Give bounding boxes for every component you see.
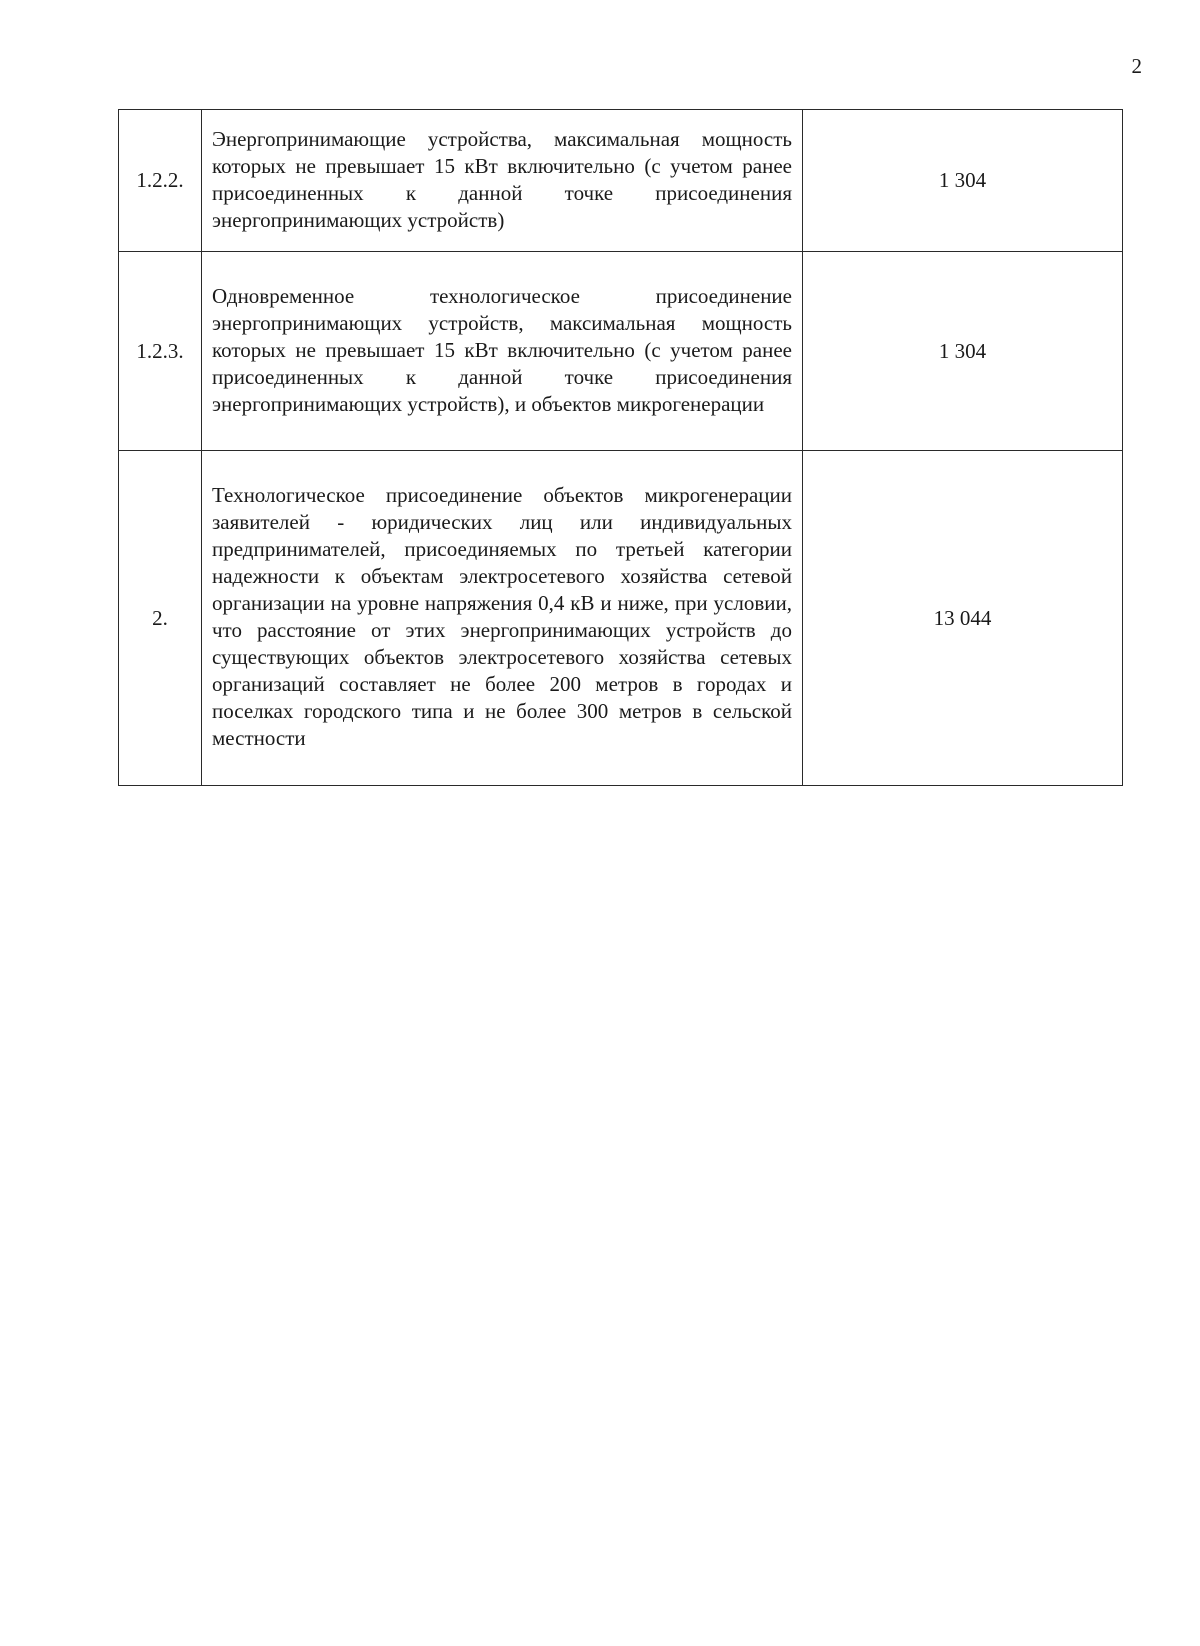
row-description-cell: Технологическое присоединение объектов микрогенерации заявителей - юридических лиц или индивидуальных предпринимателей, присоединяемых по третьей категории надежности к объектам электросетевого хозяйства сетевой организации на уровне напряжения 0,4 кВ и ниже, при условии, что расстояние от этих энергопринимающих устройств до существующих объектов электросетевого хозяйства сетевых организаций составляет не более 200 метров в городах и поселках городского типа и не более 300 метров в сельской местности xyxy=(202,451,803,786)
row-value-cell: 1 304 xyxy=(803,110,1123,252)
row-number-cell: 1.2.3. xyxy=(119,252,202,451)
page-number: 2 xyxy=(1131,54,1142,78)
row-number-cell: 2. xyxy=(119,451,202,786)
tariff-table xyxy=(118,109,1123,786)
table-row xyxy=(119,451,1123,786)
row-value-cell: 1 304 xyxy=(803,252,1123,451)
row-description-cell: Энергопринимающие устройства, максимальная мощность которых не превышает 15 кВт включительно (с учетом ранее присоединенных к данной точке присоединения энергопринимающих устройств) xyxy=(202,110,803,252)
table-row xyxy=(119,252,1123,451)
row-number-cell: 1.2.2. xyxy=(119,110,202,252)
row-description-cell: Одновременное технологическое присоединение энергопринимающих устройств, максимальная мощность которых не превышает 15 кВт включительно (с учетом ранее присоединенных к данной точке присоединения энергопринимающих устройств), и объектов микрогенерации xyxy=(202,252,803,451)
table-row xyxy=(119,110,1123,252)
row-value-cell: 13 044 xyxy=(803,451,1123,786)
